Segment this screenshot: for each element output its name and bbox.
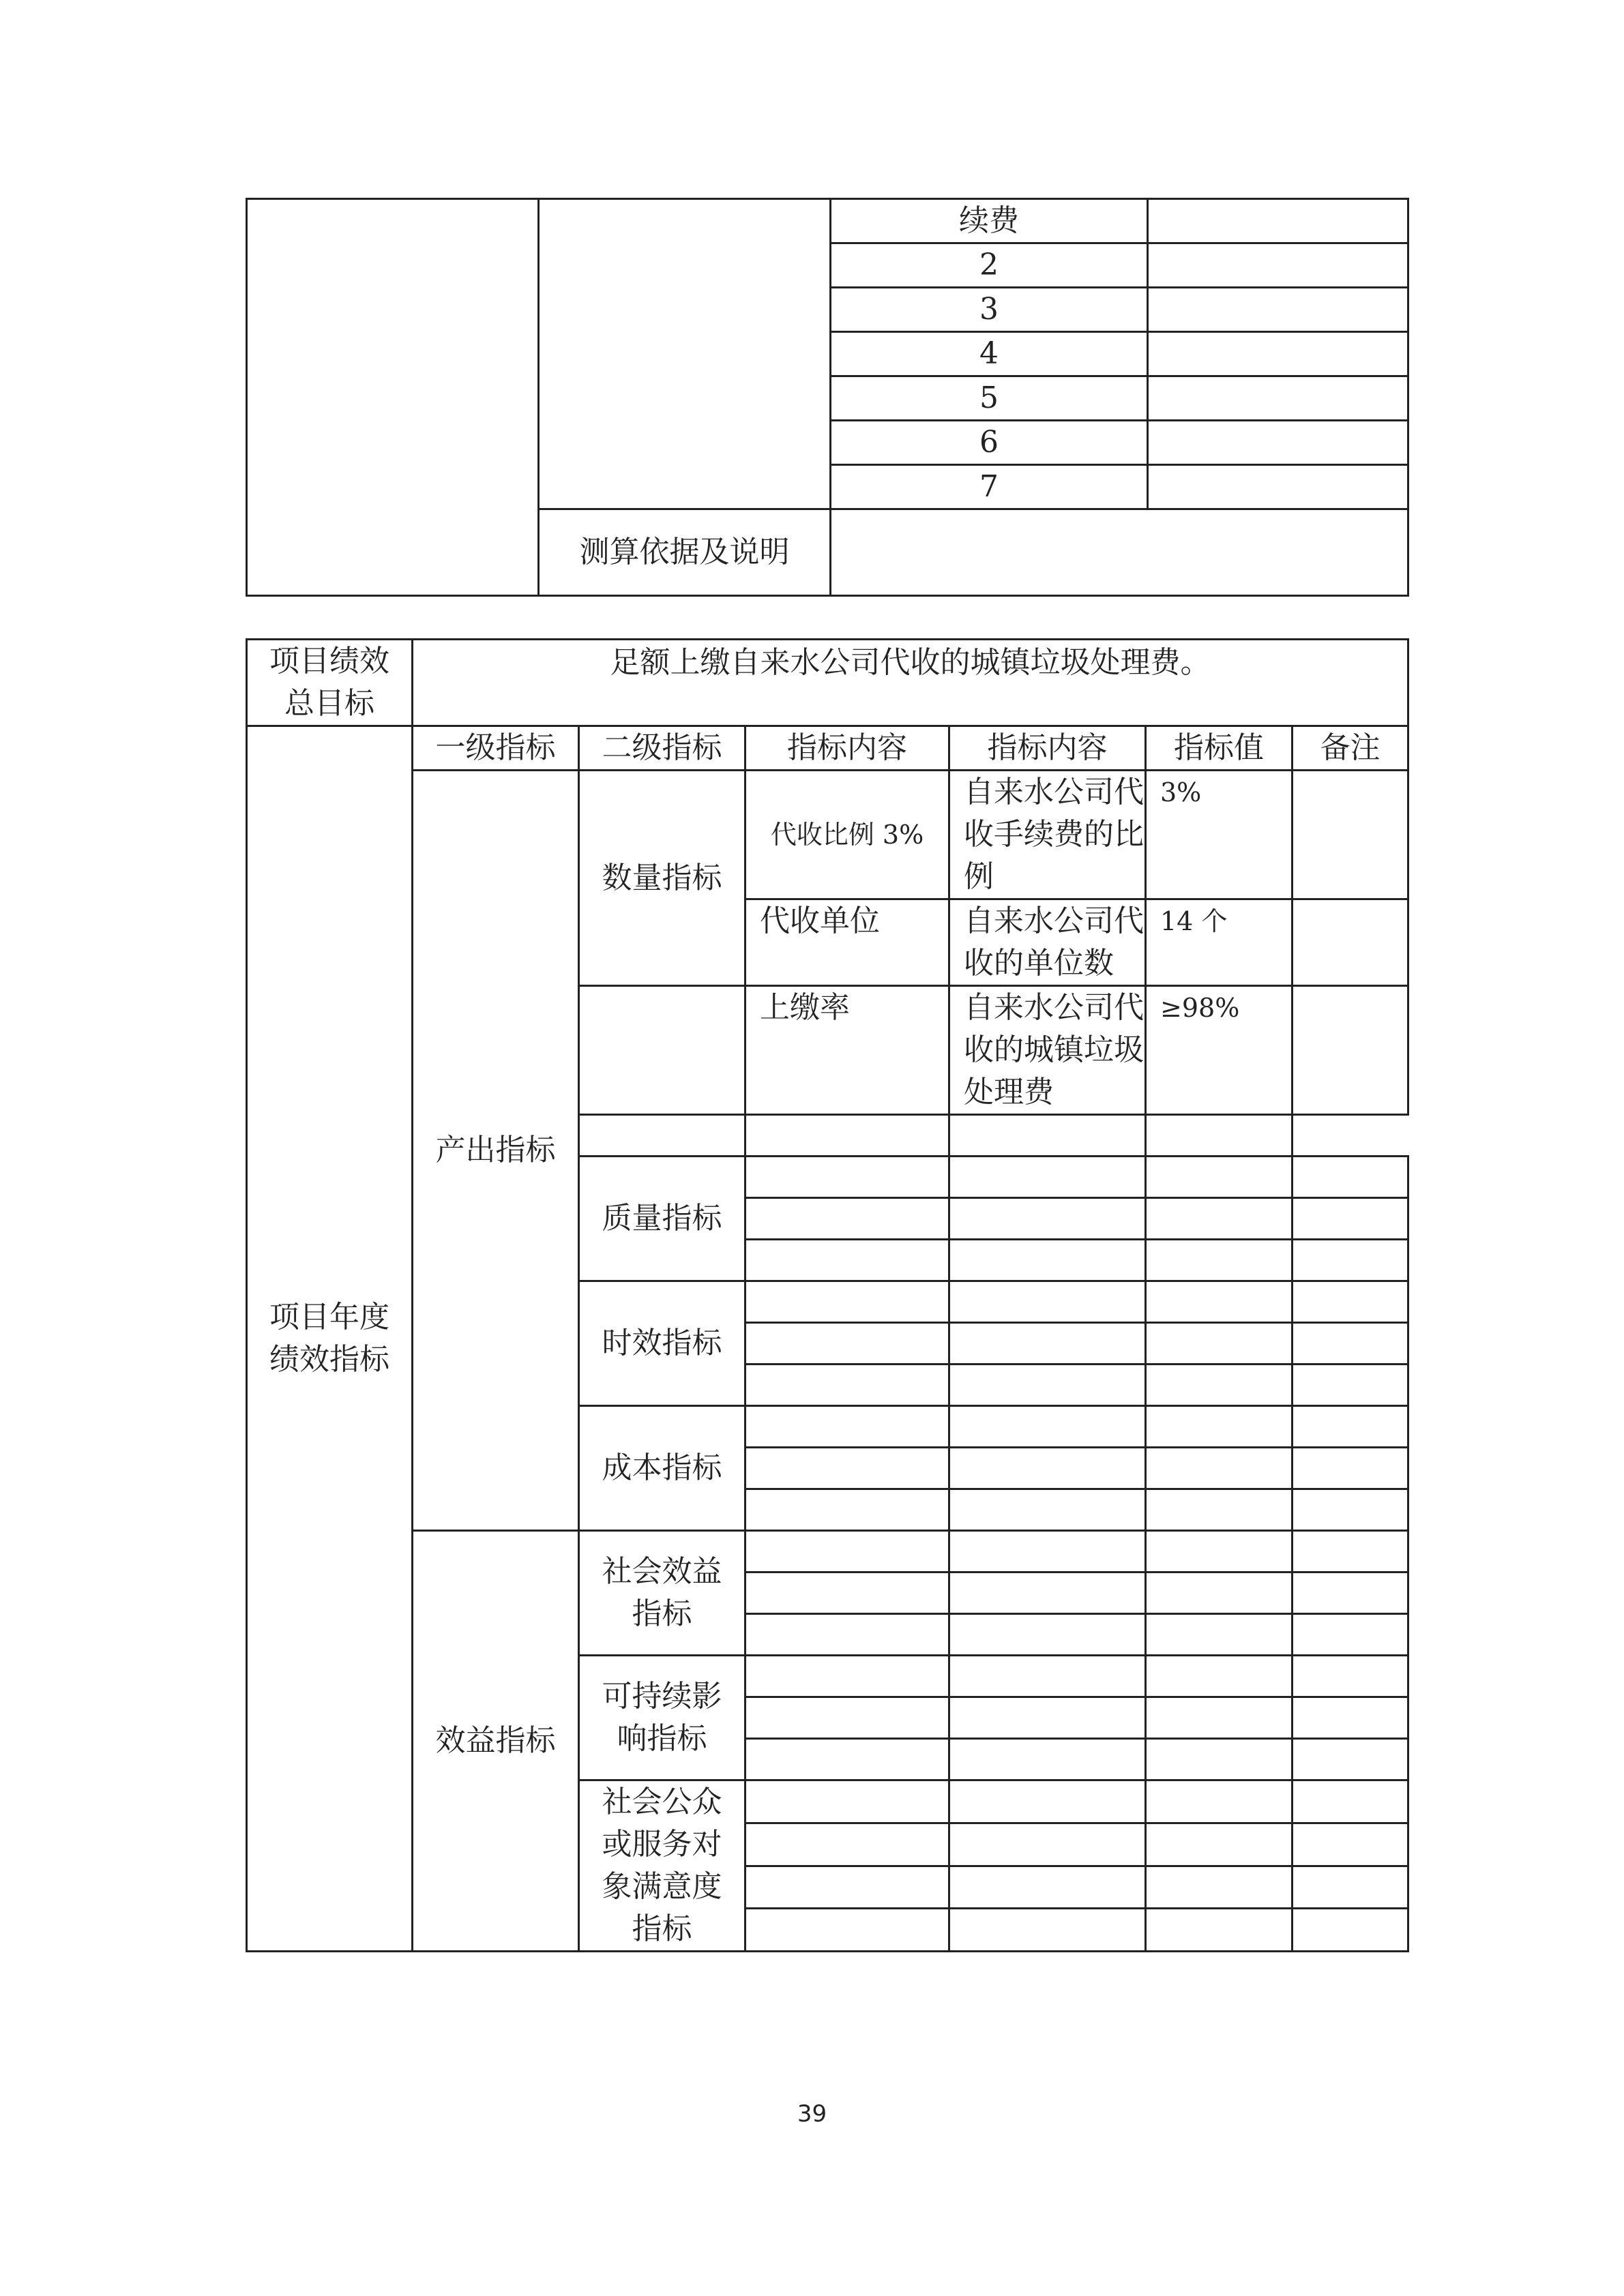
indicator-value: 14 个 xyxy=(1146,899,1293,986)
empty-cell xyxy=(1146,1823,1293,1866)
header-note: 备注 xyxy=(1293,726,1408,771)
empty-cell xyxy=(949,1572,1146,1614)
header-level2: 二级指标 xyxy=(579,726,745,771)
amount-cell xyxy=(1148,465,1408,509)
header-content: 指标内容 xyxy=(745,726,949,771)
empty-cell xyxy=(1293,1697,1408,1739)
empty-cell xyxy=(1293,1823,1408,1866)
blank-label-cell xyxy=(247,199,539,596)
item-cell: 4 xyxy=(831,332,1148,376)
empty-cell xyxy=(1293,1406,1408,1448)
empty-cell xyxy=(745,1157,949,1198)
item-cell: 续费 xyxy=(831,199,1148,243)
header-value: 指标值 xyxy=(1146,726,1293,771)
level2-quantity: 数量指标 xyxy=(579,771,745,986)
indicator-note xyxy=(1293,771,1408,899)
empty-cell xyxy=(1146,1909,1293,1952)
empty-cell xyxy=(1293,1780,1408,1823)
empty-cell xyxy=(745,1115,949,1157)
amount-cell xyxy=(1148,332,1408,376)
performance-target-table xyxy=(246,638,1409,1952)
empty-cell xyxy=(949,1739,1146,1780)
empty-cell xyxy=(745,1656,949,1697)
empty-cell xyxy=(745,1365,949,1406)
header-level1: 一级指标 xyxy=(413,726,579,771)
level2-quality: 质量指标 xyxy=(579,1157,745,1281)
item-cell: 5 xyxy=(831,376,1148,421)
empty-cell xyxy=(1293,1866,1408,1909)
empty-cell xyxy=(949,1198,1146,1240)
empty-cell xyxy=(1146,1157,1293,1198)
empty-cell xyxy=(745,1406,949,1448)
amount-cell xyxy=(1148,421,1408,465)
empty-cell xyxy=(1146,1198,1293,1240)
empty-cell xyxy=(745,1697,949,1739)
empty-cell xyxy=(949,1281,1146,1323)
page-number: 39 xyxy=(797,2100,827,2128)
empty-cell xyxy=(1146,1448,1293,1489)
goal-text: 足额上缴自来水公司代收的城镇垃圾处理费。 xyxy=(413,640,1408,726)
empty-cell xyxy=(949,1448,1146,1489)
empty-cell xyxy=(1293,1198,1408,1240)
empty-cell xyxy=(745,1866,949,1909)
empty-cell xyxy=(1146,1656,1293,1697)
empty-cell xyxy=(949,1157,1146,1198)
indicator-value: ≥98% xyxy=(1146,986,1293,1115)
amount-cell xyxy=(1148,243,1408,288)
empty-cell xyxy=(1146,1780,1293,1823)
indicator-value: 3% xyxy=(1146,771,1293,899)
empty-cell xyxy=(1293,1909,1408,1952)
empty-cell xyxy=(1293,1157,1408,1198)
empty-cell xyxy=(745,1572,949,1614)
level2-timeliness: 时效指标 xyxy=(579,1281,745,1406)
amount-cell xyxy=(1148,199,1408,243)
calculation-basis-label: 测算依据及说明 xyxy=(539,509,831,596)
empty-cell xyxy=(1146,1115,1293,1157)
calculation-basis-value xyxy=(831,509,1408,596)
empty-cell xyxy=(745,1281,949,1323)
empty-cell xyxy=(949,1909,1146,1952)
empty-cell xyxy=(949,1780,1146,1823)
empty-cell xyxy=(1293,1365,1408,1406)
empty-cell xyxy=(745,1739,949,1780)
level2-sustainability: 可持续影响指标 xyxy=(579,1656,745,1780)
empty-cell xyxy=(1146,1739,1293,1780)
empty-cell xyxy=(1146,1406,1293,1448)
level2-satisfaction: 社会公众或服务对象满意度指标 xyxy=(579,1780,745,1952)
level2-cost: 成本指标 xyxy=(579,1406,745,1531)
indicator-content: 上缴率 xyxy=(745,986,949,1115)
empty-cell xyxy=(745,1780,949,1823)
item-cell: 3 xyxy=(831,288,1148,332)
empty-cell xyxy=(1146,1365,1293,1406)
empty-cell xyxy=(1293,1281,1408,1323)
empty-cell xyxy=(745,1489,949,1531)
indicator-desc: 自来水公司代收的城镇垃圾处理费 xyxy=(949,986,1146,1115)
indicator-content: 代收比例 3% xyxy=(745,771,949,899)
empty-cell xyxy=(1146,1489,1293,1531)
annual-indicator-label: 项目年度绩效指标 xyxy=(247,726,413,1952)
item-cell: 6 xyxy=(831,421,1148,465)
indicator-desc: 自来水公司代收的单位数 xyxy=(949,899,1146,986)
empty-cell xyxy=(1293,1739,1408,1780)
empty-cell xyxy=(949,1115,1146,1157)
empty-cell xyxy=(1293,1614,1408,1656)
empty-cell xyxy=(949,1697,1146,1739)
blank-cell xyxy=(539,199,831,509)
empty-cell xyxy=(1146,1697,1293,1739)
goal-label: 项目绩效总目标 xyxy=(247,640,413,726)
empty-cell xyxy=(1146,1531,1293,1572)
empty-cell xyxy=(1146,1614,1293,1656)
empty-cell xyxy=(1293,1656,1408,1697)
empty-cell xyxy=(1293,1572,1408,1614)
empty-cell xyxy=(1146,1240,1293,1281)
level2-social-benefit: 社会效益指标 xyxy=(579,1531,745,1656)
indicator-desc: 自来水公司代收手续费的比例 xyxy=(949,771,1146,899)
level1-output: 产出指标 xyxy=(413,771,579,1531)
empty-cell xyxy=(949,1489,1146,1531)
empty-cell xyxy=(949,1240,1146,1281)
fund-calculation-table xyxy=(246,198,1409,597)
empty-cell xyxy=(745,1909,949,1952)
empty-cell xyxy=(949,1531,1146,1572)
empty-cell xyxy=(579,1115,745,1157)
empty-cell xyxy=(949,1406,1146,1448)
item-cell: 2 xyxy=(831,243,1148,288)
empty-cell xyxy=(745,1323,949,1365)
empty-cell xyxy=(949,1323,1146,1365)
item-cell: 7 xyxy=(831,465,1148,509)
indicator-note xyxy=(1293,899,1408,986)
indicator-note xyxy=(1293,986,1408,1115)
empty-cell xyxy=(745,1448,949,1489)
header-content-desc: 指标内容 xyxy=(949,726,1146,771)
empty-cell xyxy=(745,1240,949,1281)
empty-cell xyxy=(1293,1531,1408,1572)
empty-cell xyxy=(949,1866,1146,1909)
empty-cell xyxy=(1146,1866,1293,1909)
level1-benefit: 效益指标 xyxy=(413,1531,579,1952)
empty-cell xyxy=(745,1531,949,1572)
empty-cell xyxy=(949,1365,1146,1406)
empty-cell xyxy=(1146,1572,1293,1614)
empty-cell xyxy=(1293,1448,1408,1489)
empty-cell xyxy=(1146,1323,1293,1365)
indicator-content: 代收单位 xyxy=(745,899,949,986)
empty-cell xyxy=(949,1614,1146,1656)
amount-cell xyxy=(1148,288,1408,332)
empty-cell xyxy=(1146,1281,1293,1323)
empty-cell xyxy=(1293,1323,1408,1365)
empty-cell xyxy=(745,1198,949,1240)
empty-cell xyxy=(745,1823,949,1866)
empty-cell xyxy=(949,1656,1146,1697)
empty-cell xyxy=(1293,1489,1408,1531)
empty-cell xyxy=(949,1823,1146,1866)
empty-cell xyxy=(1293,1240,1408,1281)
amount-cell xyxy=(1148,376,1408,421)
empty-cell xyxy=(745,1614,949,1656)
